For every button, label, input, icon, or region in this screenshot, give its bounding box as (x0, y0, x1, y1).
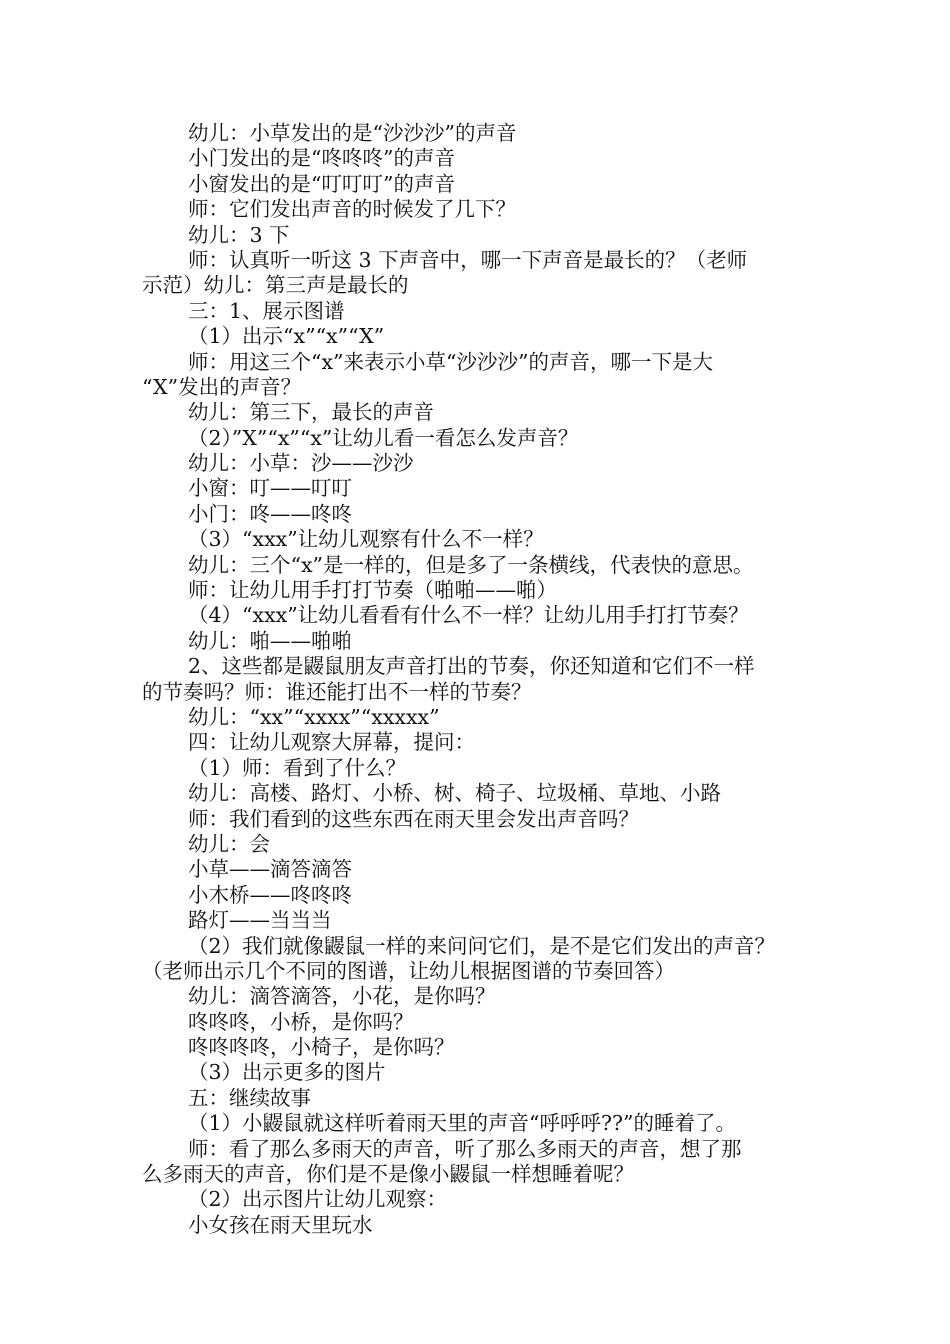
text-line: 幼儿：小草：沙——沙沙 (188, 451, 414, 476)
text-line: 么多雨天的声音，你们是不是像小鼹鼠一样想睡着呢？ (142, 1162, 634, 1187)
text-line: 示范）幼儿：第三声是最长的 (142, 273, 409, 298)
text-line: 幼儿：滴答滴答，小花，是你吗？ (188, 984, 496, 1009)
text-line: 幼儿：3 下 (188, 222, 290, 247)
text-line: 五：继续故事 (188, 1085, 311, 1110)
text-line: 幼儿：啪——啪啪 (188, 628, 352, 653)
text-line: 2、这些都是鼹鼠朋友声音打出的节奏，你还知道和它们不一样 (188, 654, 755, 679)
text-line: 咚咚咚，小桥，是你吗？ (188, 1009, 414, 1034)
text-line: （2）”X”“x”“x”让幼儿看一看怎么发声音？ (188, 425, 579, 450)
text-line: 小女孩在雨天里玩水 (188, 1212, 373, 1237)
text-line: 幼儿：会 (188, 831, 270, 856)
text-line: 师：让幼儿用手打打节奏（啪啪——啪） (188, 578, 557, 603)
text-line: 幼儿：小草发出的是“沙沙沙”的声音 (188, 121, 517, 145)
text-line: 师：看了那么多雨天的声音，听了那么多雨天的声音，想了那 (188, 1136, 742, 1161)
text-line: 路灯——当当当 (188, 908, 332, 933)
text-line: 幼儿：第三下，最长的声音 (188, 400, 434, 425)
text-line: 师：认真听一听这 3 下声音中，哪一下声音是最长的？（老师 (188, 247, 748, 272)
text-line: （4）“xxx”让幼儿看看有什么不一样？让幼儿用手打打节奏？ (188, 603, 749, 628)
text-line: （2）我们就像鼹鼠一样的来问问它们，是不是它们发出的声音？ (188, 933, 776, 958)
text-line: 师：用这三个“x”来表示小草“沙沙沙”的声音，哪一下是大 (188, 349, 713, 374)
text-line: （3）“xxx”让幼儿观察有什么不一样？ (188, 527, 544, 552)
text-line: 的节奏吗？师：谁还能打出不一样的节奏？ (142, 679, 532, 704)
text-line: 师：它们发出声音的时候发了几下？ (188, 197, 516, 222)
text-line: 幼儿：高楼、路灯、小桥、树、椅子、垃圾桶、草地、小路 (188, 781, 721, 806)
text-line: （1）出示“x”“x”“X” (188, 324, 385, 349)
text-line: “X”发出的声音？ (142, 374, 302, 399)
text-line: 小门：咚——咚咚 (188, 501, 352, 526)
document-body (142, 121, 822, 1238)
text-line: （3）出示更多的图片 (188, 1060, 386, 1085)
text-line: （1）小鼹鼠就这样听着雨天里的声音“呼呼呼??”的睡着了。 (188, 1111, 736, 1136)
text-line: 小门发出的是“咚咚咚”的声音 (188, 146, 455, 171)
text-line: （2）出示图片让幼儿观察： (188, 1187, 448, 1212)
text-line: 小木桥——咚咚咚 (188, 882, 352, 907)
text-line: 师：我们看到的这些东西在雨天里会发出声音吗？ (188, 806, 639, 831)
text-line: 咚咚咚咚，小椅子，是你吗？ (188, 1035, 455, 1060)
text-line: 幼儿：“xx”“xxxx”“xxxxx” (188, 704, 440, 729)
text-line: 小窗发出的是“叮叮叮”的声音 (188, 171, 455, 196)
text-line: 幼儿：三个“x”是一样的，但是多了一条横线，代表快的意思。 (188, 552, 754, 577)
text-line: 小草——滴答滴答 (188, 857, 352, 882)
text-line: 三：1、展示图谱 (188, 298, 345, 323)
text-line: 四：让幼儿观察大屏幕，提问： (188, 730, 475, 755)
text-line: （老师出示几个不同的图谱，让幼儿根据图谱的节奏回答） (142, 958, 675, 983)
text-line: （1）师：看到了什么？ (188, 755, 407, 780)
text-line: 小窗：叮——叮叮 (188, 476, 352, 501)
